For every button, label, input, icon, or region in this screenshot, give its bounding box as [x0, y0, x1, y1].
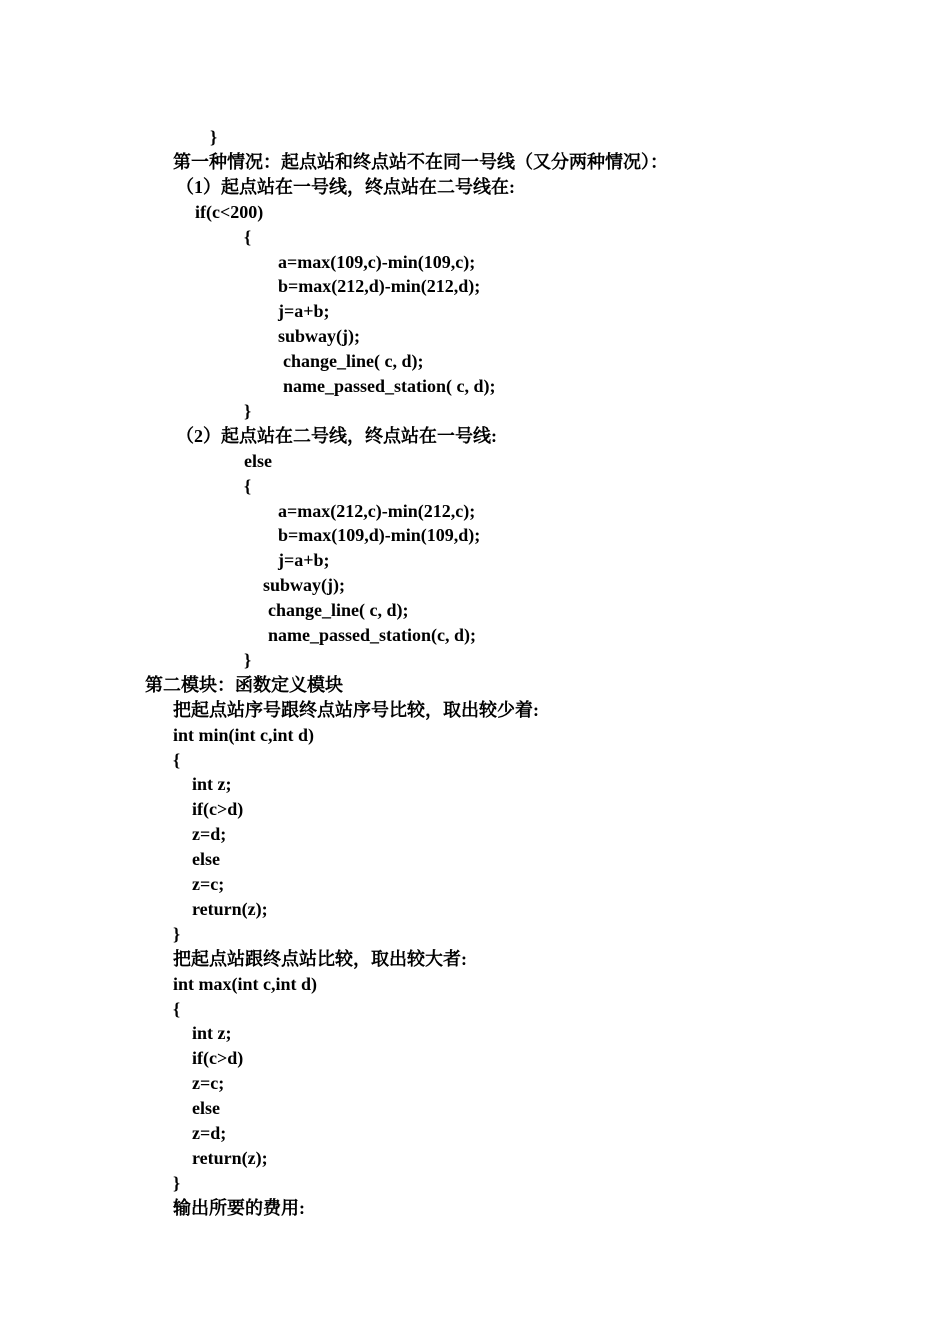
text-line: if(c<200): [195, 201, 264, 222]
text-line: return(z);: [192, 1147, 268, 1168]
text-line: return(z);: [192, 898, 268, 919]
text-line: }: [244, 649, 252, 670]
text-line: {: [173, 998, 181, 1019]
text-line: name_passed_station(c, d);: [268, 625, 477, 645]
text-line: 第二模块：函数定义模块: [145, 674, 343, 695]
text-line: a=max(212,c)-min(212,c);: [278, 500, 476, 521]
text-line: 把起点站跟终点站比较，取出较大者:: [173, 948, 467, 969]
text-line: b=max(109,d)-min(109,d);: [278, 525, 481, 546]
text-line: int min(int c,int d): [173, 724, 315, 745]
text-line: change_line( c, d);: [283, 351, 424, 372]
text-line: z=d;: [192, 824, 227, 845]
text-line: z=c;: [192, 1073, 225, 1094]
text-line: z=d;: [192, 1123, 227, 1143]
text-line: else: [244, 450, 272, 471]
text-line: j=a+b;: [278, 550, 330, 571]
text-line: {: [244, 226, 252, 247]
text-line: （2）起点站在二号线，终点站在一号线:: [176, 425, 497, 446]
text-line: （1）起点站在一号线，终点站在二号线在:: [176, 176, 515, 197]
text-line: subway(j);: [278, 326, 361, 347]
text-line: int z;: [192, 1023, 232, 1044]
text-line: else: [192, 849, 220, 870]
text-line: j=a+b;: [278, 301, 330, 322]
text-line: 第一种情况：起点站和终点站不在同一号线（又分两种情况）：: [173, 151, 668, 172]
text-line: {: [173, 749, 181, 770]
text-line: name_passed_station( c, d);: [283, 376, 496, 396]
text-line: }: [210, 127, 218, 147]
text-line: 输出所要的费用:: [173, 1197, 305, 1218]
text-line: a=max(109,c)-min(109,c);: [278, 251, 476, 272]
text-line: if(c>d): [192, 799, 244, 820]
text-line: z=c;: [192, 874, 225, 894]
text-line: subway(j);: [263, 575, 346, 596]
text-line: }: [173, 923, 181, 944]
text-line: {: [244, 475, 252, 496]
text-line: b=max(212,d)-min(212,d);: [278, 276, 481, 297]
text-line: int z;: [192, 774, 232, 795]
text-line: else: [192, 1098, 220, 1119]
text-line: change_line( c, d);: [268, 600, 409, 621]
text-line: }: [173, 1172, 181, 1193]
text-line: }: [244, 400, 252, 421]
text-line: int max(int c,int d): [173, 973, 317, 994]
text-line: if(c>d): [192, 1048, 244, 1069]
text-line: 把起点站序号跟终点站序号比较，取出较少着:: [173, 699, 539, 720]
